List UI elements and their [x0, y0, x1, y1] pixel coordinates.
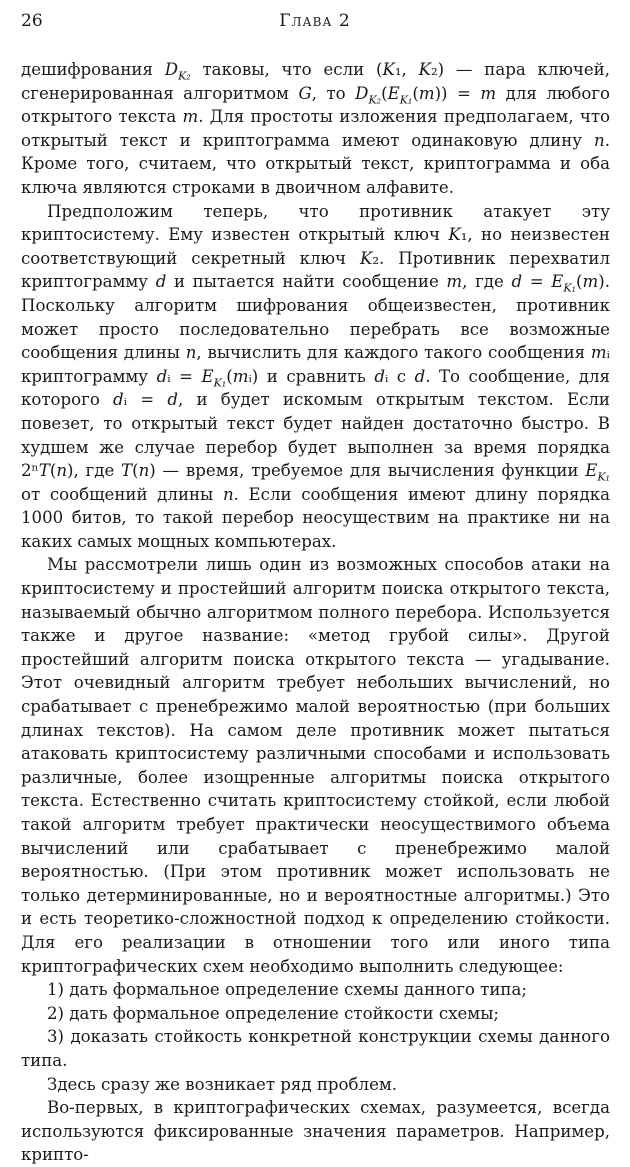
- paragraph: Здесь сразу же возникает ряд проблем.: [47, 1074, 398, 1094]
- list-item: 3) доказать стойкость конкретной конструкции схемы данного типа.: [21, 1027, 610, 1070]
- paragraph: Предположим теперь, что противник атакует эту криптосистему. Ему известен открытый ключ K₁, но неизвестен соответствующий секретный ключ K₂. Противник перехватил криптограмму d и пытается найти сообщение m, где $d = E_{K_1}(m)$. Поскольку алгоритм шифрования общеизвестен, противник может просто последовательно перебрать все возможные сообщения длины n, вычислить для каждого такого сообщения mᵢ криптограмму dᵢ = $E_{K_1}(mᵢ)$ и сравнить dᵢ с d. То сообщение, для которого dᵢ = d, и будет искомым открытым текстом. Если повезет, то открытый текст будет найден достаточно быстро. В худшем же случае перебор будет выполнен за время порядка 2ⁿT(n), где T(n) — время, требуемое для вычисления функции $E_{K_1}$ от сообщений длины n. Если сообщения имеют длину порядка 1000 битов, то такой перебор неосуществим на практике ни на каких самых мощных компьютерах.: [21, 201, 610, 551]
- body-text: [21, 58, 610, 1167]
- page-number: 26: [21, 11, 43, 31]
- list-item: 2) дать формальное определение стойкости схемы;: [47, 1003, 500, 1023]
- paragraph: Во-первых, в криптографических схемах, разумеется, всегда используются фиксированные значения параметров. Например, крипто-: [21, 1098, 610, 1165]
- running-header: [0, 11, 630, 35]
- paragraph: дешифрования $D_{K_2}$ таковы, что если (K₁, K₂) — пара ключей, сгенерированная алгоритмом G, то $D_{K_2}(E_{K_1}(m)) = m$ для любого открытого текста m. Для простоты изложения предполагаем, что открытый текст и криптограмма имеют одинаковую длину n. Кроме того, считаем, что открытый текст, криптограмма и оба ключа являются строками в двоичном алфавите.: [21, 60, 611, 197]
- paragraph: Мы рассмотрели лишь один из возможных способов атаки на криптосистему и простейший алгоритм поиска открытого текста, называемый обычно алгоритмом полного перебора. Используется также и другое название: «метод грубой силы». Другой простейший алгоритм поиска открытого текста — угадывание. Этот очевидный алгоритм требует небольших вычислений, но срабатывает с пренебрежимо малой вероятностью (при больших длинах текстов). На самом деле противник может пытаться атаковать криптосистему различными способами и использовать различные, более изощренные алгоритмы поиска открытого текста. Естественно считать криптосистему стойкой, если любой такой алгоритм требует практически неосуществимого объема вычислений или срабатывает с пренебрежимо малой вероятностью. (При этом противник может использовать не только детерминированные, но и вероятностные алгоритмы.) Это и есть теоретико-сложностной подход к определению стойкости. Для его реализации в отношении того или иного типа криптографических схем необходимо выполнить следующее:: [21, 555, 610, 976]
- chapter-title: Глава 2: [279, 11, 351, 31]
- list-item: 1) дать формальное определение схемы данного типа;: [47, 980, 527, 1000]
